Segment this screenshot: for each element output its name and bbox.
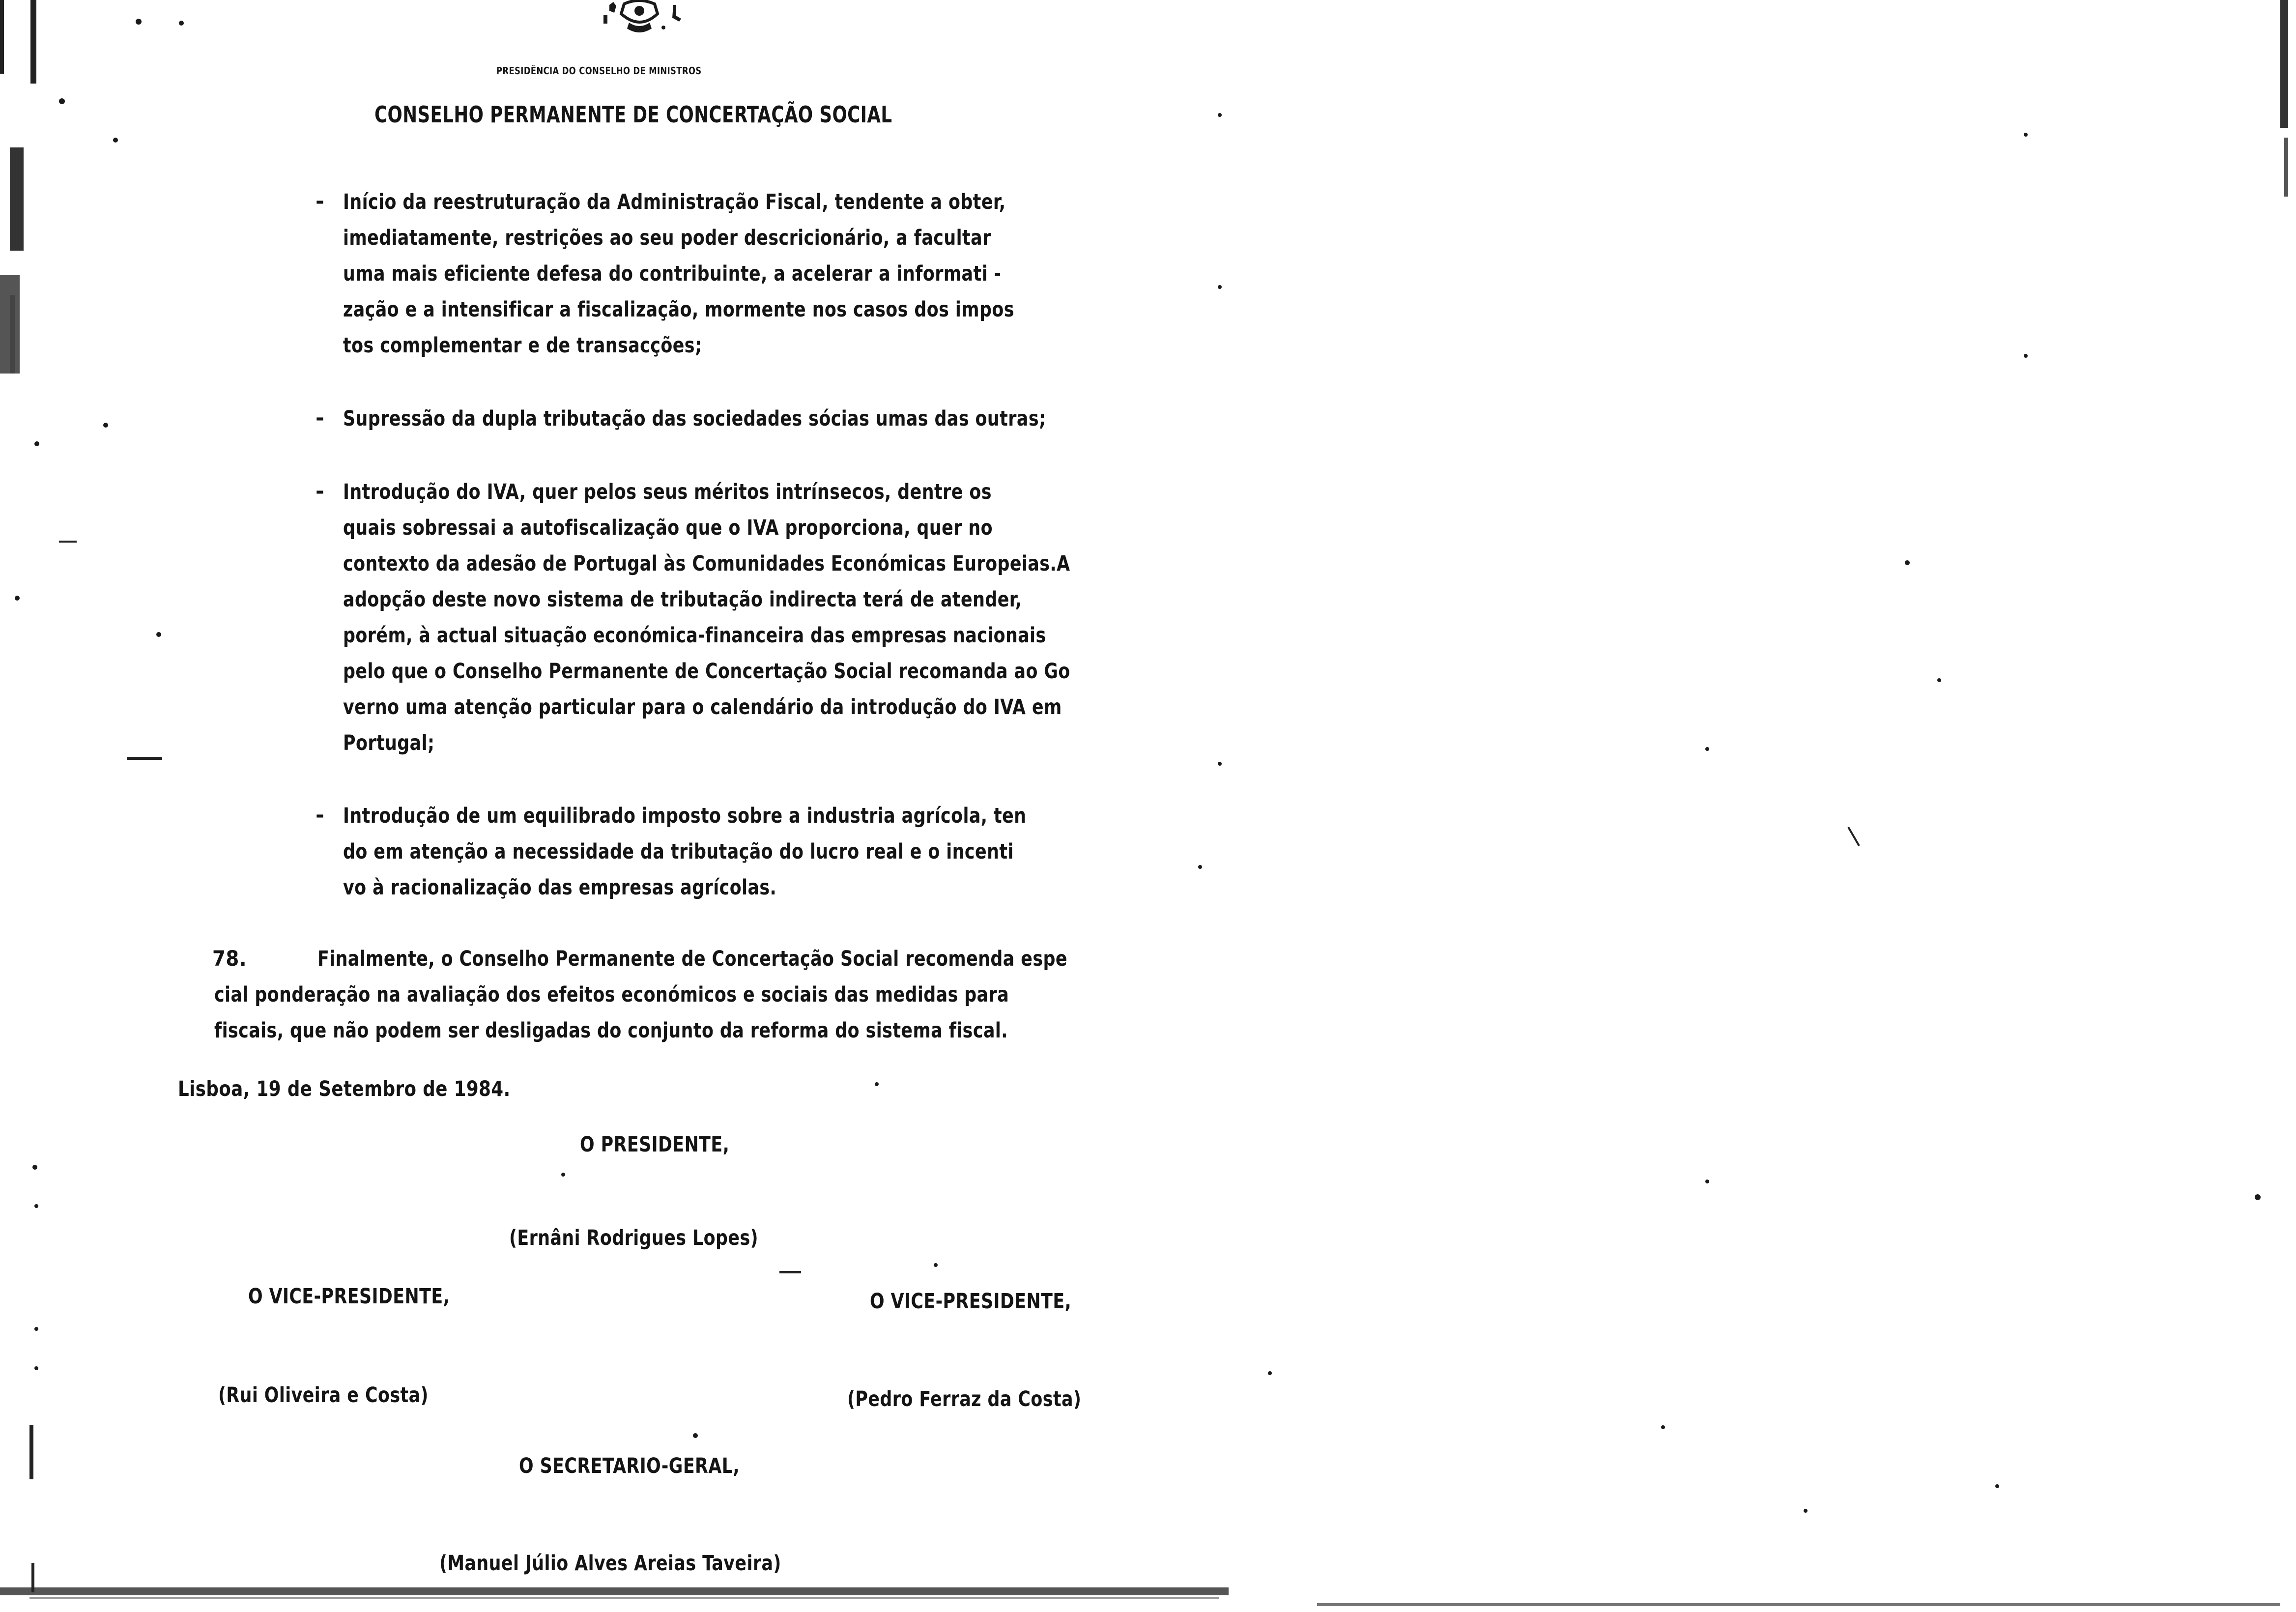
text-line: Finalmente, o Conselho Permanente de Concertação Social recomenda espe	[317, 947, 1067, 971]
header-office: PRESIDÊNCIA DO CONSELHO DE MINISTROS	[496, 65, 702, 77]
bullet-dash: -	[316, 803, 324, 828]
text-line: Introdução de um equilibrado imposto sobre a industria agrícola, ten	[343, 804, 1027, 828]
text-line: verno uma atenção particular para o calendário da introdução do IVA em	[343, 695, 1062, 720]
text-line: cial ponderação na avaliação dos efeitos económicos e sociais das medidas para	[214, 982, 1009, 1007]
text-line: tos complementar e de transacções;	[343, 333, 702, 358]
vice-president-1-title: O VICE-PRESIDENTE,	[248, 1284, 450, 1309]
text-line: Introdução do IVA, quer pelos seus méritos intrínsecos, dentre os	[343, 480, 992, 504]
bullet-dash: -	[316, 406, 324, 431]
paragraph-number: 78.	[212, 947, 247, 971]
text-line: adopção deste novo sistema de tributação indirecta terá de atender,	[343, 587, 1022, 612]
text-line: do em atenção a necessidade da tributação do lucro real e o incenti	[343, 839, 1014, 864]
president-title: O PRESIDENTE,	[580, 1132, 730, 1157]
header-council-title: CONSELHO PERMANENTE DE CONCERTAÇÃO SOCIAL	[374, 101, 892, 128]
coat-of-arms-emblem	[550, 0, 737, 39]
text-line: imediatamente, restrições ao seu poder descricionário, a facultar	[343, 226, 991, 250]
text-line: fiscais, que não podem ser desligadas do conjunto da reforma do sistema fiscal.	[214, 1018, 1008, 1043]
place-date: Lisboa, 19 de Setembro de 1984.	[178, 1077, 511, 1101]
vice-president-2-name: (Pedro Ferraz da Costa)	[847, 1387, 1082, 1411]
text-line: pelo que o Conselho Permanente de Concertação Social recomanda ao Go	[343, 659, 1070, 684]
president-name: (Ernâni Rodrigues Lopes)	[509, 1226, 759, 1250]
text-line: uma mais eficiente defesa do contribuinte, a acelerar a informati -	[343, 261, 1002, 286]
vice-president-2-title: O VICE-PRESIDENTE,	[870, 1289, 1072, 1314]
text-line: vo à racionalização das empresas agrícolas.	[343, 875, 777, 900]
text-line: quais sobressai a autofiscalização que o IVA proporciona, quer no	[343, 516, 993, 540]
vice-president-1-name: (Rui Oliveira e Costa)	[218, 1383, 429, 1408]
text-line: Portugal;	[343, 731, 435, 755]
text-line: porém, à actual situação económica-financeira das empresas nacionais	[343, 623, 1046, 648]
bullet-dash: -	[316, 189, 324, 214]
bullet-dash: -	[316, 479, 324, 504]
secretary-general-name: (Manuel Júlio Alves Areias Taveira)	[439, 1551, 781, 1576]
text-line: zação e a intensificar a fiscalização, mormente nos casos dos impos	[343, 297, 1014, 322]
text-line: Supressão da dupla tributação das sociedades sócias umas das outras;	[343, 406, 1046, 431]
text-line: Início da reestruturação da Administração Fiscal, tendente a obter,	[343, 190, 1006, 214]
text-line: contexto da adesão de Portugal às Comunidades Económicas Europeias.A	[343, 551, 1070, 576]
secretary-general-title: O SECRETARIO-GERAL,	[519, 1454, 740, 1478]
